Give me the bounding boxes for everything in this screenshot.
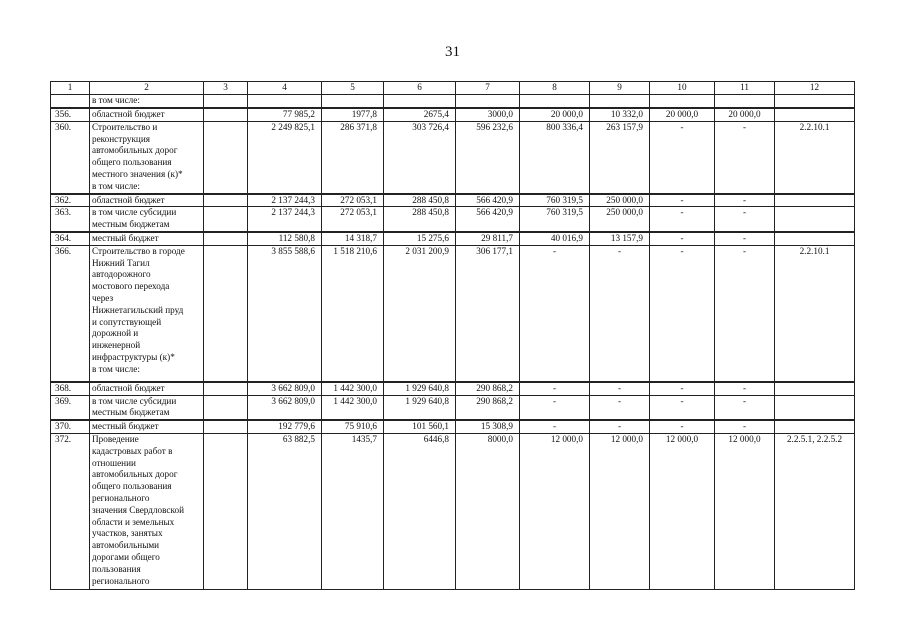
table-cell: -: [590, 395, 650, 420]
table-cell: 10 332,0: [590, 108, 650, 122]
row-title-cell: местный бюджет: [90, 420, 204, 433]
table-cell: 3000,0: [456, 108, 520, 122]
table-cell: 12 000,0: [715, 433, 775, 589]
table-cell: -: [650, 382, 715, 395]
page-number: 31: [445, 44, 460, 60]
table-cell: 20 000,0: [650, 108, 715, 122]
table-cell: -: [590, 420, 650, 433]
table-cell: 20 000,0: [715, 108, 775, 122]
table-cell: 77 985,2: [248, 108, 322, 122]
table-cell: 2 249 825,1: [248, 121, 322, 193]
row-number-cell: [51, 95, 90, 108]
table-cell: [650, 95, 715, 108]
table-cell: 8000,0: [456, 433, 520, 589]
row-number-cell: 363.: [51, 207, 90, 232]
row-number-cell: 366.: [51, 245, 90, 382]
table-cell: [775, 420, 855, 433]
table-row: [51, 194, 855, 207]
table-cell: -: [650, 194, 715, 207]
row-title-cell: в том числе:: [90, 95, 204, 108]
table-cell: 3 855 588,6: [248, 245, 322, 382]
table-cell: 250 000,0: [590, 194, 650, 207]
row-title-cell: Проведение кадастровых работ в отношении автомобильных дорог общего пользования регионального значения Свердловской области и земельных участков, занятых автомобильными дорогами общего пользования регионального: [90, 433, 204, 589]
table-cell: 1 442 300,0: [322, 382, 384, 395]
table-cell: 303 726,4: [384, 121, 456, 193]
table-cell: 1977,8: [322, 108, 384, 122]
table-cell: [590, 95, 650, 108]
row-number-cell: 356.: [51, 108, 90, 122]
table-cell: 1 518 210,6: [322, 245, 384, 382]
table-cell: 112 580,8: [248, 232, 322, 245]
row-title-cell: Строительство в городе Нижний Тагил автодорожного мостового перехода через Нижнетагильский пруд и сопутствующей дорожной и инженерной инфраструктуры (к)* в том числе:: [90, 245, 204, 382]
budget-table: [50, 81, 855, 590]
table-cell: -: [590, 382, 650, 395]
table-cell: 272 053,1: [322, 207, 384, 232]
column-header: 2: [90, 82, 204, 95]
row-number-cell: 364.: [51, 232, 90, 245]
column-header: 12: [775, 82, 855, 95]
table-cell: 760 319,5: [520, 194, 590, 207]
table-cell: [775, 207, 855, 232]
table-cell: -: [520, 420, 590, 433]
row-number-cell: 368.: [51, 382, 90, 395]
table-cell: -: [650, 121, 715, 193]
column-header: 1: [51, 82, 90, 95]
table-cell: -: [650, 245, 715, 382]
table-cell: -: [715, 121, 775, 193]
column-header: 7: [456, 82, 520, 95]
table-cell: [204, 121, 248, 193]
table-cell: 75 910,6: [322, 420, 384, 433]
row-title-cell: в том числе субсидии местным бюджетам: [90, 207, 204, 232]
table-cell: [775, 194, 855, 207]
table-cell: [204, 420, 248, 433]
table-cell: -: [650, 395, 715, 420]
table-cell: -: [715, 194, 775, 207]
table-cell: 14 318,7: [322, 232, 384, 245]
table-cell: 2 031 200,9: [384, 245, 456, 382]
table-cell: 3 662 809,0: [248, 382, 322, 395]
table-row: [51, 108, 855, 122]
table-cell: 1 929 640,8: [384, 382, 456, 395]
column-header: 5: [322, 82, 384, 95]
table-cell: [204, 245, 248, 382]
table-cell: 63 882,5: [248, 433, 322, 589]
table-cell: 29 811,7: [456, 232, 520, 245]
table-cell: 1 442 300,0: [322, 395, 384, 420]
table-cell: -: [715, 232, 775, 245]
table-cell: 20 000,0: [520, 108, 590, 122]
table-cell: [775, 382, 855, 395]
table-cell: 15 308,9: [456, 420, 520, 433]
table-cell: 250 000,0: [590, 207, 650, 232]
row-title-cell: областной бюджет: [90, 194, 204, 207]
table-cell: [775, 395, 855, 420]
row-number-cell: 362.: [51, 194, 90, 207]
table-cell: [520, 95, 590, 108]
table-cell: [204, 108, 248, 122]
table-cell: 566 420,9: [456, 207, 520, 232]
table-cell: -: [715, 382, 775, 395]
table-cell: 3 662 809,0: [248, 395, 322, 420]
table-cell: [775, 95, 855, 108]
table-cell: 2.2.10.1: [775, 245, 855, 382]
table-cell: [204, 395, 248, 420]
table-cell: 286 371,8: [322, 121, 384, 193]
table-cell: 290 868,2: [456, 395, 520, 420]
table-cell: -: [590, 245, 650, 382]
table-cell: 566 420,9: [456, 194, 520, 207]
table-cell: 800 336,4: [520, 121, 590, 193]
column-header: 4: [248, 82, 322, 95]
row-title-cell: областной бюджет: [90, 382, 204, 395]
row-number-cell: 370.: [51, 420, 90, 433]
column-header: 8: [520, 82, 590, 95]
table-cell: [204, 382, 248, 395]
column-header: 11: [715, 82, 775, 95]
table-cell: 12 000,0: [650, 433, 715, 589]
row-number-cell: 372.: [51, 433, 90, 589]
table-row: [51, 232, 855, 245]
table-cell: 40 016,9: [520, 232, 590, 245]
table-cell: [204, 194, 248, 207]
table-cell: 760 319,5: [520, 207, 590, 232]
table-cell: 2.2.5.1, 2.2.5.2: [775, 433, 855, 589]
table-row: [51, 207, 855, 232]
table-cell: -: [520, 395, 590, 420]
table-cell: -: [650, 207, 715, 232]
table-cell: 6446,8: [384, 433, 456, 589]
table-cell: [715, 95, 775, 108]
table-cell: 2675,4: [384, 108, 456, 122]
table-cell: 13 157,9: [590, 232, 650, 245]
table-cell: -: [520, 382, 590, 395]
table-cell: [456, 95, 520, 108]
table-cell: 2 137 244,3: [248, 194, 322, 207]
table-cell: 1435,7: [322, 433, 384, 589]
row-title-cell: местный бюджет: [90, 232, 204, 245]
table-cell: -: [520, 245, 590, 382]
table-cell: 263 157,9: [590, 121, 650, 193]
table-cell: -: [650, 232, 715, 245]
table-cell: -: [715, 245, 775, 382]
table-row: [51, 382, 855, 395]
table-cell: 1 929 640,8: [384, 395, 456, 420]
table-cell: [248, 95, 322, 108]
table-row: [51, 121, 855, 193]
table-cell: [204, 433, 248, 589]
table-cell: 290 868,2: [456, 382, 520, 395]
table-row: [51, 245, 855, 382]
row-number-cell: 360.: [51, 121, 90, 193]
table-cell: [384, 95, 456, 108]
table-row: [51, 95, 855, 108]
column-header: 10: [650, 82, 715, 95]
table-header-row: [51, 82, 855, 95]
table-cell: -: [715, 207, 775, 232]
table-cell: 12 000,0: [520, 433, 590, 589]
table-cell: 288 450,8: [384, 207, 456, 232]
column-header: 9: [590, 82, 650, 95]
table-row: [51, 395, 855, 420]
row-title-cell: в том числе субсидии местным бюджетам: [90, 395, 204, 420]
row-title-cell: Строительство и реконструкция автомобильных дорог общего пользования местного значения (к)* в том числе:: [90, 121, 204, 193]
table-cell: [204, 207, 248, 232]
table-row: [51, 420, 855, 433]
table-cell: 15 275,6: [384, 232, 456, 245]
table-cell: -: [715, 395, 775, 420]
row-title-cell: областной бюджет: [90, 108, 204, 122]
table-cell: [204, 95, 248, 108]
table-cell: [775, 108, 855, 122]
row-number-cell: 369.: [51, 395, 90, 420]
table-cell: [775, 232, 855, 245]
table-cell: 192 779,6: [248, 420, 322, 433]
table-cell: 12 000,0: [590, 433, 650, 589]
table-cell: -: [715, 420, 775, 433]
table-cell: 272 053,1: [322, 194, 384, 207]
table-cell: -: [650, 420, 715, 433]
table-cell: 306 177,1: [456, 245, 520, 382]
table-row: [51, 433, 855, 589]
column-header: 3: [204, 82, 248, 95]
column-header: 6: [384, 82, 456, 95]
table-cell: [322, 95, 384, 108]
table-cell: 288 450,8: [384, 194, 456, 207]
table-cell: 101 560,1: [384, 420, 456, 433]
table-cell: 2.2.10.1: [775, 121, 855, 193]
table-cell: [204, 232, 248, 245]
table-cell: 596 232,6: [456, 121, 520, 193]
table-cell: 2 137 244,3: [248, 207, 322, 232]
